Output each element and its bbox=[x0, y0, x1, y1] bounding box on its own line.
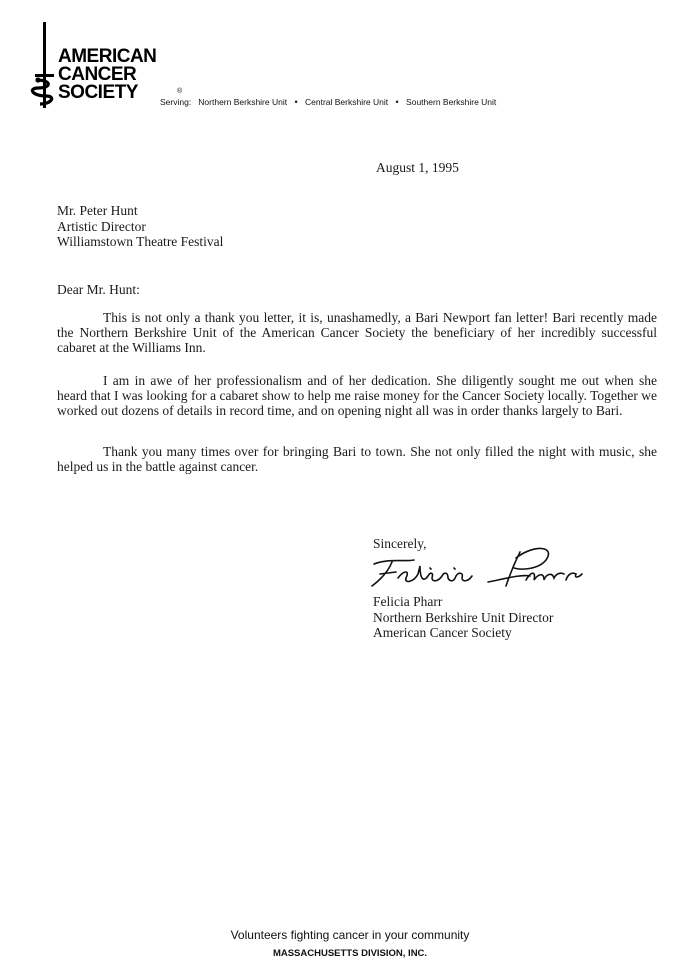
acs-logo bbox=[30, 22, 183, 112]
recipient-name: Mr. Peter Hunt bbox=[57, 203, 138, 218]
salutation: Dear Mr. Hunt: bbox=[57, 282, 140, 297]
unit-southern: Southern Berkshire Unit bbox=[406, 97, 497, 107]
unit-northern: Northern Berkshire Unit bbox=[198, 97, 288, 107]
recipient-address bbox=[57, 203, 223, 250]
signer-block bbox=[373, 594, 553, 641]
closing: Sincerely, bbox=[373, 536, 427, 551]
org-name-line3: SOCIETY bbox=[58, 82, 138, 103]
recipient-organization: Williamstown Theatre Festival bbox=[57, 234, 224, 249]
unit-central: Central Berkshire Unit bbox=[305, 97, 389, 107]
bullet-separator: • bbox=[395, 97, 399, 107]
org-name bbox=[58, 48, 156, 102]
body-paragraph-3: Thank you many times over for bringing Bari to town. She not only filled the night with music, she helped us in the battle against cancer. bbox=[57, 444, 657, 475]
serving-units-line bbox=[160, 97, 496, 107]
org-name-line1: AMERICAN bbox=[58, 46, 157, 67]
bullet-separator: • bbox=[294, 97, 298, 107]
signer-organization: American Cancer Society bbox=[373, 625, 512, 640]
recipient-title: Artistic Director bbox=[57, 218, 146, 234]
registered-mark: ® bbox=[177, 88, 183, 95]
org-name-line2: CANCER bbox=[58, 64, 137, 85]
body-paragraph-2: I am in awe of her professionalism and of her dedication. She diligently sought me out when she heard that I was looking for a cabaret show to help me raise money for the Cancer Society locally. Together we worked out dozens of details in record time, and on opening night all was in order thanks largely to Bari. bbox=[57, 373, 657, 419]
body-paragraph-1: This is not only a thank you letter, it is, unashamedly, a Bari Newport fan letter! Bari recently made the Northern Berkshire Unit of the American Cancer Society the beneficiary of her incredibly successful cabaret at the Williams Inn. bbox=[57, 310, 657, 356]
letter-date: August 1, 1995 bbox=[376, 160, 459, 175]
handwritten-signature bbox=[370, 540, 600, 595]
footer-tagline: Volunteers fighting cancer in your community bbox=[230, 928, 470, 942]
signer-title: Northern Berkshire Unit Director bbox=[373, 609, 554, 625]
footer-division: MASSACHUSETTS DIVISION, INC. bbox=[272, 948, 428, 959]
signer-name: Felicia Pharr bbox=[373, 594, 443, 609]
serving-label: Serving: bbox=[160, 97, 192, 107]
